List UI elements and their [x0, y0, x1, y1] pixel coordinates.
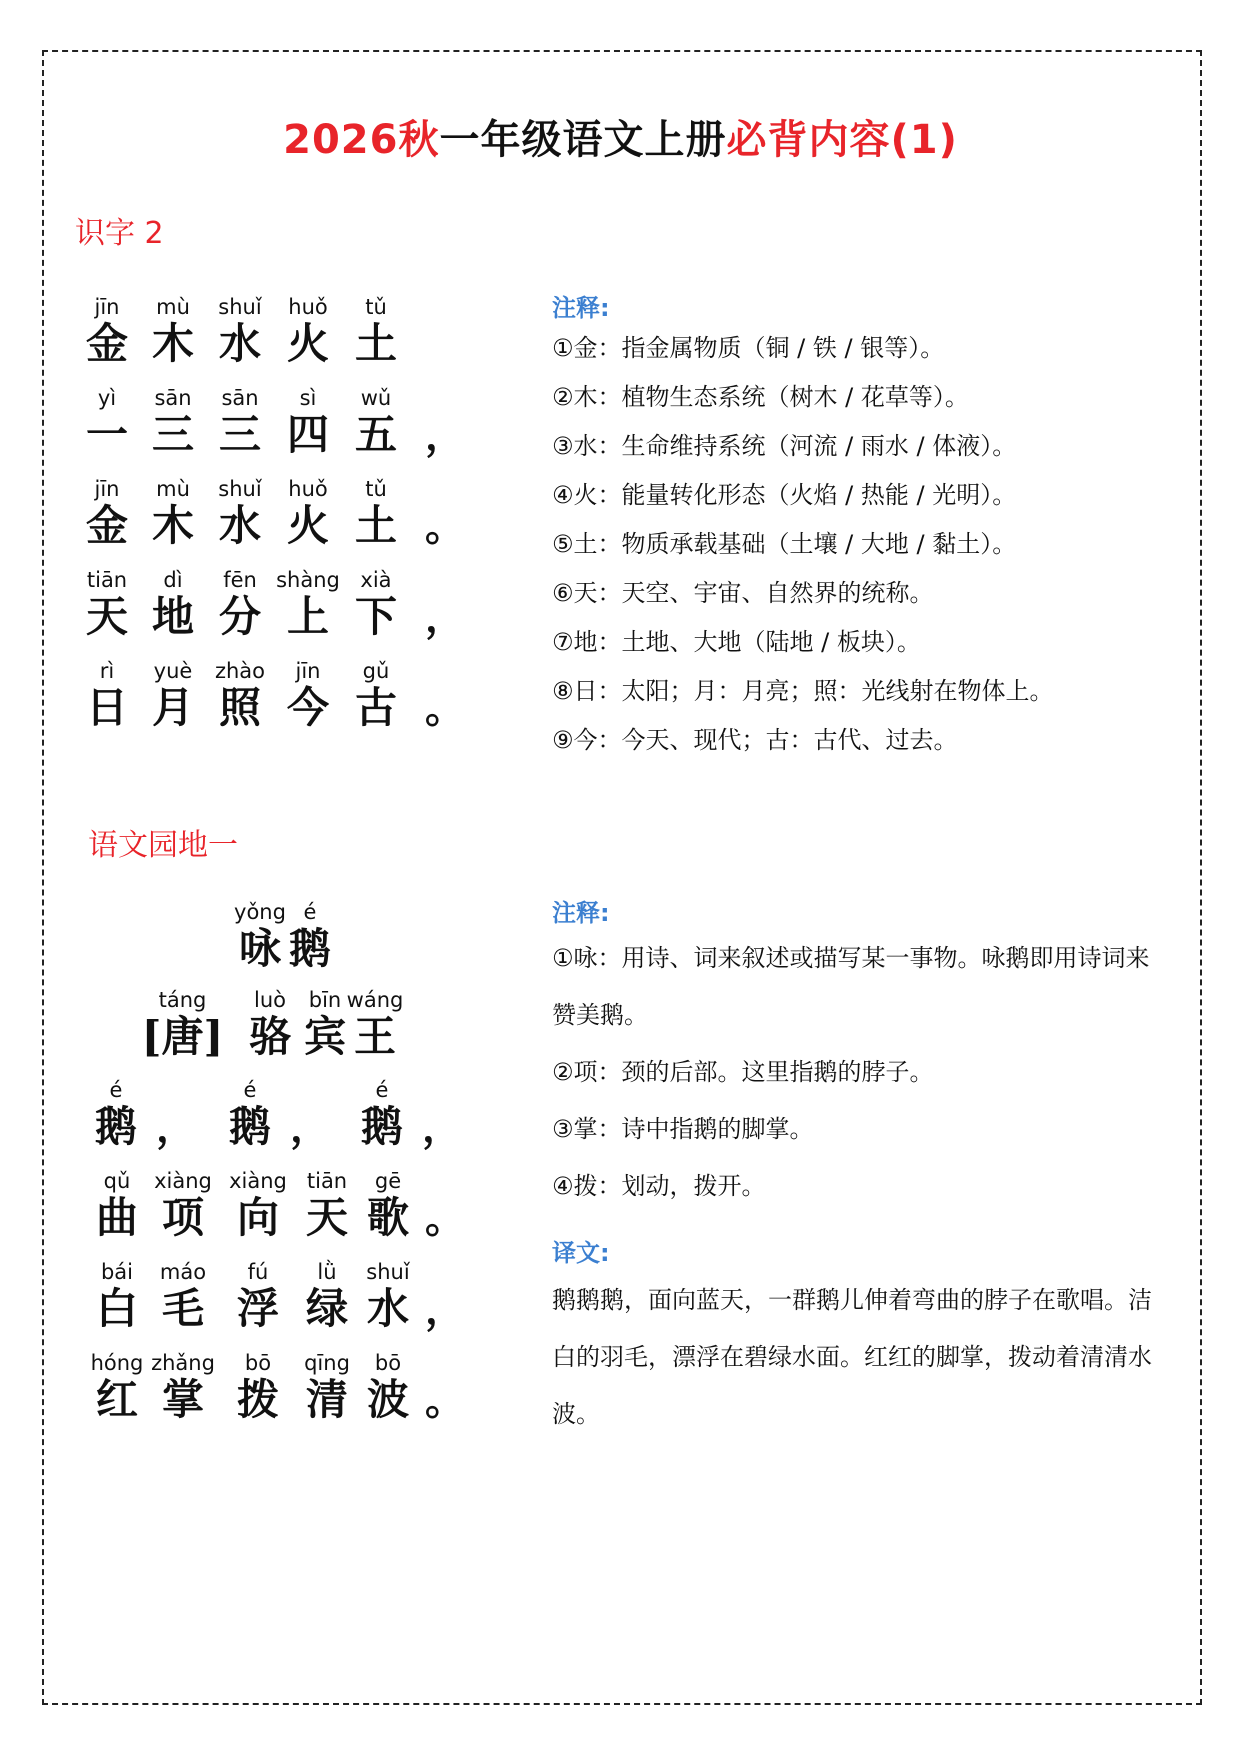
hanzi: 绿	[305, 1284, 348, 1333]
pinyin: shuǐ	[218, 295, 262, 319]
hanzi: 三	[218, 410, 261, 459]
hanzi: 水	[366, 1284, 409, 1333]
hanzi: 火	[286, 501, 329, 550]
pinyin: fú	[247, 1260, 269, 1284]
pinyin: é	[375, 1078, 389, 1102]
hanzi: 鹅	[94, 1102, 137, 1151]
pinyin: tǔ	[365, 295, 387, 319]
pinyin: qǔ	[103, 1169, 131, 1193]
punctuation: ，	[290, 1104, 330, 1151]
pinyin: jīn	[295, 659, 321, 683]
hanzi: 王	[353, 1012, 396, 1061]
pinyin: xià	[360, 568, 392, 592]
notes-heading-2: 注释:	[552, 899, 610, 927]
hanzi: 鹅	[228, 1102, 271, 1151]
punctuation: 。	[425, 503, 465, 550]
pinyin: luò	[254, 988, 286, 1012]
hanzi: 火	[286, 319, 329, 368]
pinyin: hóng	[90, 1351, 144, 1375]
pinyin: é	[243, 1078, 257, 1102]
hanzi: 下	[354, 592, 397, 641]
note-item: ⑧日：太阳；月：月亮；照：光线射在物体上。	[552, 677, 1054, 705]
note-item: ⑥天：天空、宇宙、自然界的统称。	[552, 579, 934, 607]
pinyin: tiān	[306, 1169, 348, 1193]
pinyin: jīn	[94, 295, 120, 319]
pinyin: jīn	[94, 477, 120, 501]
note-item: ①咏：用诗、词来叙述或描写某一事物。咏鹅即用诗词来赞美鹅。	[552, 944, 1150, 1029]
punctuation: ，	[425, 594, 465, 641]
hanzi: 歌	[366, 1193, 409, 1242]
pinyin: qīng	[304, 1351, 350, 1375]
pinyin: zhào	[214, 659, 266, 683]
pinyin: mù	[156, 295, 190, 319]
hanzi: 骆	[248, 1012, 291, 1061]
hanzi: 项	[161, 1193, 204, 1242]
hanzi: 水	[218, 501, 261, 550]
notes-list-2	[552, 930, 1172, 1215]
pinyin: sān	[221, 386, 259, 410]
note-item: ②木：植物生态系统（树木 / 花草等）。	[552, 383, 969, 411]
hanzi: 木	[151, 501, 194, 550]
pinyin: shàng	[276, 568, 340, 592]
punctuation: 。	[425, 685, 465, 732]
hanzi: 鹅	[360, 1102, 403, 1151]
translation-heading: 译文:	[552, 1239, 610, 1267]
note-item: ⑦地：土地、大地（陆地 / 板块）。	[552, 628, 921, 656]
pinyin: bái	[100, 1260, 134, 1284]
pinyin: tǔ	[365, 477, 387, 501]
hanzi: 白	[95, 1284, 138, 1333]
pinyin: wǔ	[360, 386, 392, 410]
punctuation: 。	[425, 1195, 465, 1242]
hanzi: 清	[305, 1375, 348, 1424]
punctuation: ，	[422, 1104, 462, 1151]
pinyin: fēn	[223, 568, 257, 592]
title-topic: 必背内容(1)	[726, 117, 958, 163]
pinyin: é	[109, 1078, 123, 1102]
hanzi: 拨	[236, 1375, 279, 1424]
hanzi: 四	[286, 410, 329, 459]
note-item: ④火：能量转化形态（火焰 / 热能 / 光明）。	[552, 481, 1017, 509]
pinyin: gǔ	[362, 659, 390, 683]
pinyin: mù	[156, 477, 190, 501]
title-year: 2026秋	[283, 117, 440, 163]
pinyin: bō	[374, 1351, 402, 1375]
hanzi: 土	[354, 501, 397, 550]
title-subject: 一年级语文上册	[439, 117, 727, 163]
pinyin: táng	[158, 988, 207, 1012]
pinyin: sān	[154, 386, 192, 410]
pinyin: zhǎng	[151, 1351, 215, 1375]
pinyin: lǜ	[317, 1260, 337, 1284]
punctuation: 。	[425, 1377, 465, 1424]
hanzi: 月	[151, 683, 194, 732]
hanzi: 掌	[161, 1375, 204, 1424]
hanzi: 地	[151, 592, 194, 641]
translation-text: 鹅鹅鹅，面向蓝天，一群鹅儿伸着弯曲的脖子在歌唱。洁白的羽毛，漂浮在碧绿水面。红红的脚掌，拨动着清清水波。	[552, 1286, 1152, 1428]
pinyin: xiàng	[229, 1169, 287, 1193]
hanzi: [唐]	[141, 1012, 224, 1061]
pinyin: gē	[374, 1169, 402, 1193]
pinyin: wáng	[346, 988, 404, 1012]
note-item: ③水：生命维持系统（河流 / 雨水 / 体液）。	[552, 432, 1017, 460]
hanzi: 五	[354, 410, 397, 459]
note-item: ②项：颈的后部。这里指鹅的脖子。	[552, 1058, 934, 1086]
pinyin: bīn	[308, 988, 342, 1012]
pinyin: dì	[163, 568, 183, 592]
hanzi: 照	[218, 683, 261, 732]
hanzi: 波	[366, 1375, 409, 1424]
hanzi: 分	[218, 592, 261, 641]
pinyin: máo	[159, 1260, 207, 1284]
hanzi: 浮	[236, 1284, 279, 1333]
hanzi: 上	[286, 592, 329, 641]
hanzi: 宾	[303, 1012, 346, 1061]
note-item: ④拨：划动，拨开。	[552, 1172, 766, 1200]
pinyin: yì	[97, 386, 117, 410]
hanzi: 日	[85, 683, 128, 732]
note-item: ①金：指金属物质（铜 / 铁 / 银等）。	[552, 334, 945, 362]
hanzi: 天	[85, 592, 128, 641]
notes-heading-1: 注释:	[552, 294, 610, 322]
pinyin: sì	[299, 386, 317, 410]
hanzi: 木	[151, 319, 194, 368]
hanzi: 一	[85, 410, 128, 459]
hanzi: 今	[286, 683, 329, 732]
pinyin: shuǐ	[366, 1260, 410, 1284]
pinyin: tiān	[86, 568, 128, 592]
hanzi: 毛	[161, 1284, 204, 1333]
pinyin: shuǐ	[218, 477, 262, 501]
hanzi: 咏	[238, 924, 281, 973]
pinyin: xiàng	[154, 1169, 212, 1193]
pinyin: yuè	[153, 659, 193, 683]
pinyin: é	[303, 900, 317, 924]
note-item: ⑨今：今天、现代；古：古代、过去。	[552, 726, 958, 754]
hanzi: 三	[151, 410, 194, 459]
hanzi: 向	[236, 1193, 279, 1242]
hanzi: 土	[354, 319, 397, 368]
note-item: ③掌：诗中指鹅的脚掌。	[552, 1115, 814, 1143]
hanzi: 金	[85, 319, 128, 368]
hanzi: 古	[354, 683, 397, 732]
page-title	[0, 108, 1241, 165]
hanzi: 天	[305, 1193, 348, 1242]
pinyin: yǒng	[234, 900, 286, 924]
hanzi: 红	[95, 1375, 138, 1424]
punctuation: ，	[156, 1104, 196, 1151]
hanzi: 水	[218, 319, 261, 368]
section-label-yuwen-yuandi: 语文园地一	[88, 828, 238, 863]
punctuation: ，	[425, 1286, 465, 1333]
hanzi: 曲	[95, 1193, 138, 1242]
pinyin: bō	[244, 1351, 272, 1375]
punctuation: ，	[425, 412, 465, 459]
hanzi: 金	[85, 501, 128, 550]
pinyin: huǒ	[288, 295, 328, 319]
section-label-shizi: 识字 2	[75, 216, 164, 251]
note-item: ⑤土：物质承载基础（土壤 / 大地 / 黏土）。	[552, 530, 1017, 558]
hanzi: 鹅	[288, 924, 331, 973]
pinyin: rì	[99, 659, 115, 683]
pinyin: huǒ	[288, 477, 328, 501]
